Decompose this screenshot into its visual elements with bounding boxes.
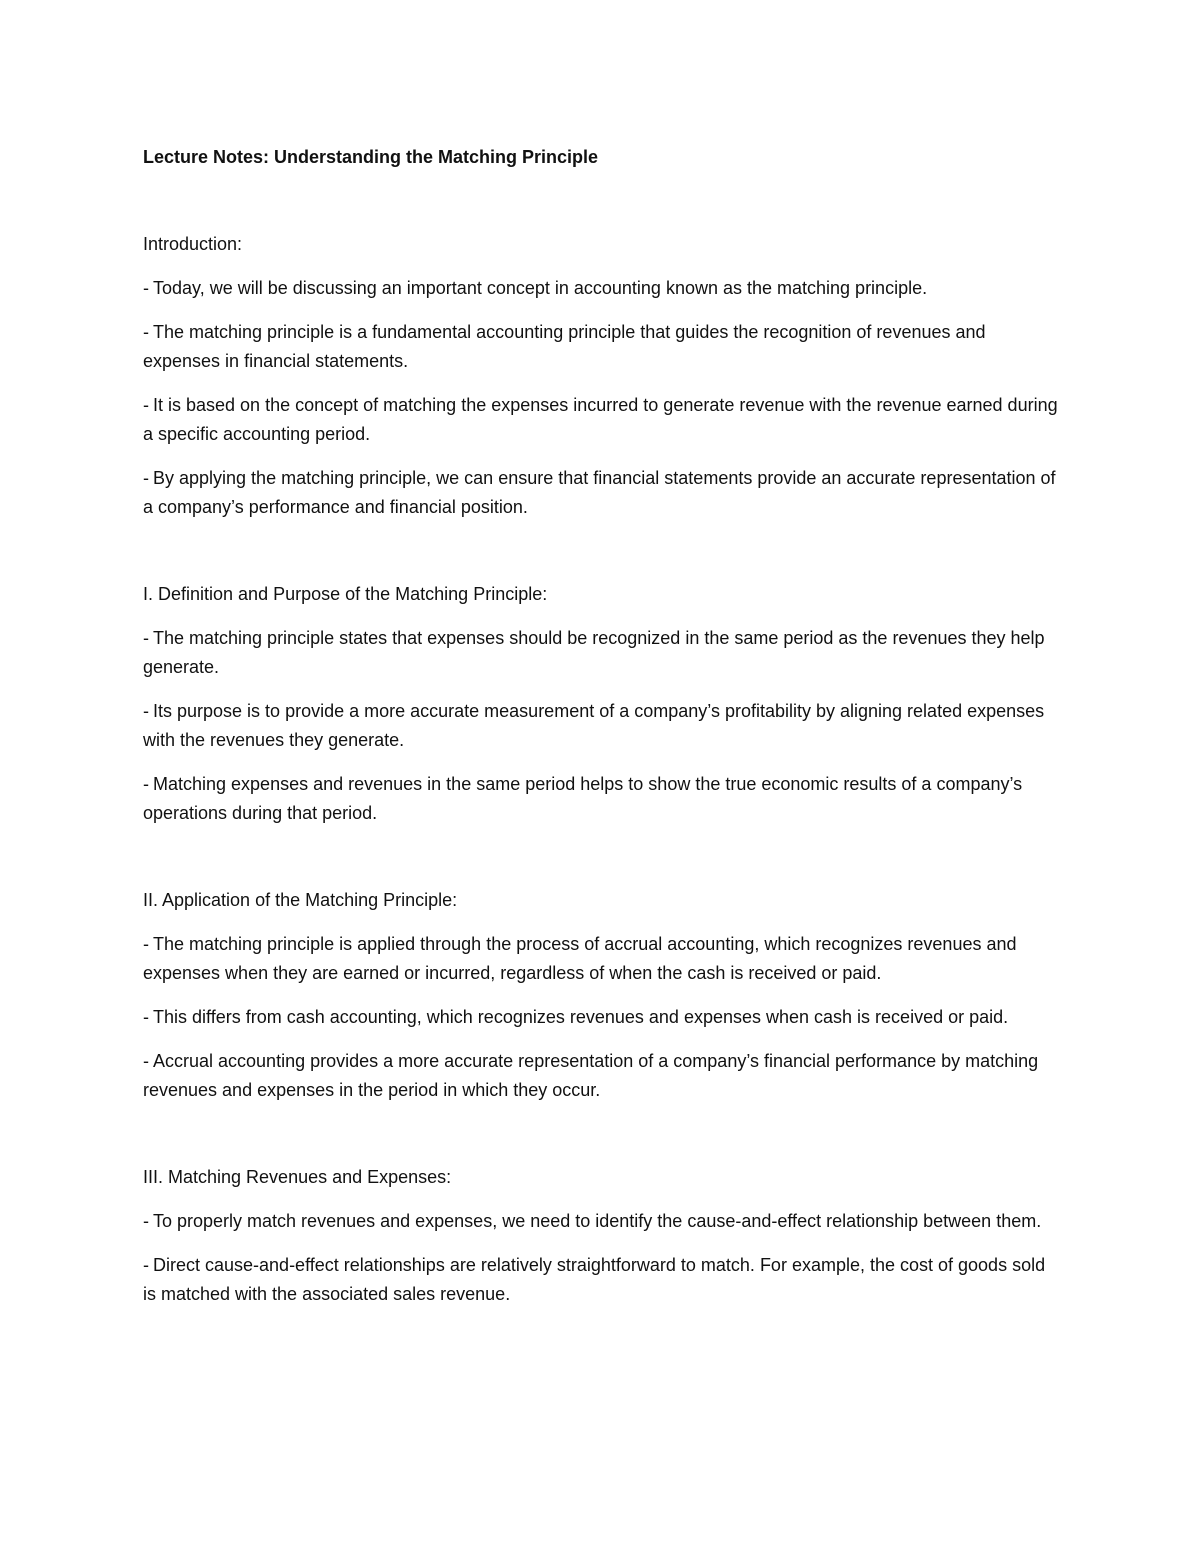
bullet-marker: -	[143, 1007, 149, 1027]
bullet-item	[143, 1251, 1063, 1309]
bullet-item	[143, 1003, 1063, 1032]
bullet-marker: -	[143, 774, 149, 794]
bullet-text: Matching expenses and revenues in the same period helps to show the true economic results of a company’s operations during that period.	[143, 774, 1023, 823]
bullet-text: The matching principle is a fundamental accounting principle that guides the recognition of revenues and expenses in financial statements.	[143, 322, 986, 371]
bullet-text: Its purpose is to provide a more accurate measurement of a company’s profitability by aligning related expenses with the revenues they generate.	[143, 701, 1045, 750]
bullet-text: Accrual accounting provides a more accurate representation of a company’s financial performance by matching revenues and expenses in the period in which they occur.	[143, 1051, 1039, 1100]
spacer	[143, 843, 1063, 886]
section-introduction	[143, 230, 1063, 522]
section-matching-revenues-expenses	[143, 1163, 1063, 1309]
bullet-text: Today, we will be discussing an important concept in accounting known as the matching principle.	[153, 278, 928, 298]
bullet-text: The matching principle is applied through the process of accrual accounting, which recognizes revenues and expenses when they are earned or incurred, regardless of when the cash is received or paid.	[143, 934, 1017, 983]
bullet-marker: -	[143, 934, 149, 954]
bullet-item	[143, 770, 1063, 828]
bullet-marker: -	[143, 278, 149, 298]
bullet-item	[143, 1207, 1063, 1236]
section-heading: Introduction:	[143, 234, 243, 254]
bullet-item	[143, 318, 1063, 376]
section-definition-purpose	[143, 580, 1063, 828]
bullet-item	[143, 464, 1063, 522]
document-title: Lecture Notes: Understanding the Matching Principle	[143, 147, 599, 167]
bullet-marker: -	[143, 1211, 149, 1231]
section-heading: I. Definition and Purpose of the Matching Principle:	[143, 584, 548, 604]
bullet-text: To properly match revenues and expenses, we need to identify the cause-and-effect relationship between them.	[153, 1211, 1042, 1231]
bullet-text: By applying the matching principle, we can ensure that financial statements provide an accurate representation of a company’s performance and financial position.	[143, 468, 1056, 517]
bullet-marker: -	[143, 395, 149, 415]
bullet-text: This differs from cash accounting, which recognizes revenues and expenses when cash is received or paid.	[153, 1007, 1009, 1027]
section-heading: III. Matching Revenues and Expenses:	[143, 1167, 452, 1187]
document-body	[143, 143, 1063, 1324]
bullet-item	[143, 391, 1063, 449]
bullet-text: Direct cause-and-effect relationships are relatively straightforward to match. For example, the cost of goods sold is matched with the associated sales revenue.	[143, 1255, 1046, 1304]
spacer	[143, 537, 1063, 580]
bullet-item	[143, 274, 1063, 303]
bullet-item	[143, 697, 1063, 755]
spacer	[143, 1120, 1063, 1163]
section-heading: II. Application of the Matching Principle:	[143, 890, 458, 910]
bullet-item	[143, 1047, 1063, 1105]
bullet-marker: -	[143, 322, 149, 342]
bullet-item	[143, 930, 1063, 988]
spacer	[143, 172, 1063, 230]
bullet-marker: -	[143, 628, 149, 648]
bullet-marker: -	[143, 1051, 149, 1071]
section-application	[143, 886, 1063, 1105]
bullet-marker: -	[143, 468, 149, 488]
bullet-marker: -	[143, 1255, 149, 1275]
bullet-marker: -	[143, 701, 149, 721]
bullet-text: The matching principle states that expenses should be recognized in the same period as the revenues they help generate.	[143, 628, 1045, 677]
bullet-item	[143, 624, 1063, 682]
bullet-text: It is based on the concept of matching the expenses incurred to generate revenue with the revenue earned during a specific accounting period.	[143, 395, 1058, 444]
